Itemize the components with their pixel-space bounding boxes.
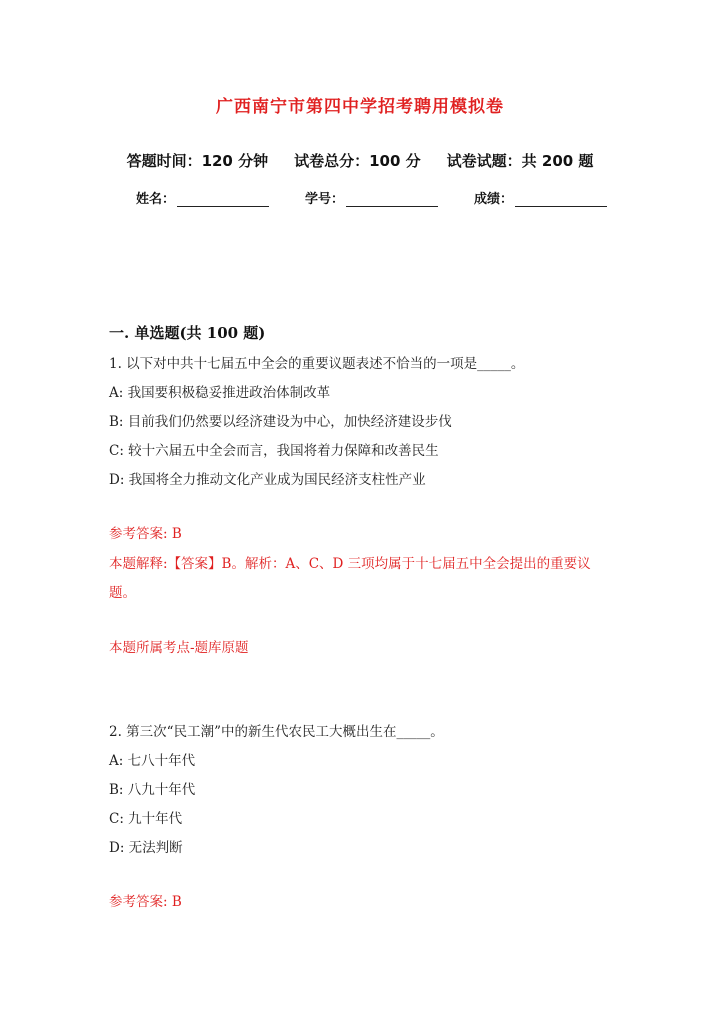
name-blank (177, 192, 269, 207)
score-blank (515, 192, 607, 207)
option-d: D: 无法判断 (109, 840, 183, 856)
option-c: C: 较十六届五中全会而言，我国将着力保障和改善民生 (109, 443, 439, 459)
id-field (305, 188, 438, 207)
section-heading: 一. 单选题(共 100 题) (109, 324, 266, 342)
exam-total-score: 试卷总分：100 分 (294, 152, 421, 170)
option-d: D: 我国将全力推动文化产业成为国民经济支柱性产业 (109, 472, 426, 488)
question-stem: 1. 以下对中共十七届五中全会的重要议题表述不恰当的一项是_____。 (109, 356, 525, 372)
exam-time: 答题时间：120 分钟 (126, 152, 269, 170)
option-a: A: 我国要积极稳妥推进政治体制改革 (109, 385, 331, 401)
option-a: A: 七八十年代 (109, 753, 196, 769)
question-2 (109, 718, 609, 863)
answer-1: 参考答案: B (109, 526, 182, 542)
name-field (136, 188, 269, 207)
option-c: C: 九十年代 (109, 811, 183, 827)
score-label: 成绩： (474, 192, 514, 207)
option-b: B: 目前我们仍然要以经济建设为中心，加快经济建设步伐 (109, 414, 452, 430)
analysis-1: 本题解释:【答案】B。解析：A、C、D 三项均属于十七届五中全会提出的重要议题。 (109, 556, 591, 601)
question-stem: 2. 第三次“民工潮”中的新生代农民工大概出生在_____。 (109, 724, 444, 740)
name-label: 姓名： (136, 192, 176, 207)
option-b: B: 八九十年代 (109, 782, 196, 798)
answer-2: 参考答案: B (109, 894, 182, 910)
exam-info (0, 150, 720, 171)
point-1: 本题所属考点-题库原题 (109, 640, 249, 656)
student-info (136, 188, 616, 207)
page-title: 广西南宁市第四中学招考聘用模拟卷 (216, 97, 504, 117)
question-1 (109, 350, 609, 495)
exam-total-questions: 试卷试题：共 200 题 (446, 152, 594, 170)
id-blank (346, 192, 438, 207)
score-field (474, 188, 607, 207)
id-label: 学号： (305, 192, 345, 207)
